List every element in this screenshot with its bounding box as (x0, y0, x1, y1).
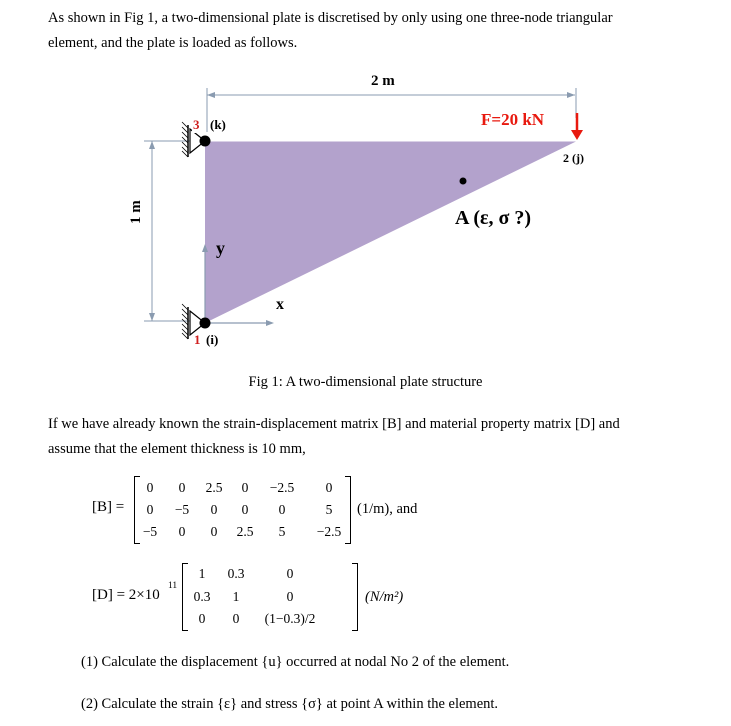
matrix-b-cell: 0 (178, 480, 186, 495)
axis-x-label: x (276, 296, 284, 313)
matrix-b-lhs: [B] = (92, 499, 125, 515)
force-label: F=20 kN (481, 110, 545, 129)
matrix-b-cell: 0 (146, 480, 154, 495)
matrix-d-unit: (N/m²) (365, 589, 404, 605)
matrix-d-cell: 1 (232, 589, 240, 604)
matrix-d-cell: 1 (198, 566, 206, 581)
matrix-b-cell: −2.5 (316, 524, 342, 539)
height-label: 1 m (128, 200, 144, 224)
matrix-d-exponent: 11 (168, 581, 178, 591)
matrix-b-cell: 2.5 (205, 480, 223, 495)
matrix-b-cell: −5 (174, 502, 190, 517)
matrix-b-cell: 0 (278, 502, 286, 517)
matrix-b-cell: 0 (325, 480, 333, 495)
matrix-d-cell: 0 (286, 589, 294, 604)
point-a (460, 178, 467, 185)
figure-caption: Fig 1: A two-dimensional plate structure (248, 374, 483, 390)
matrix-b-cell: 0 (210, 524, 218, 539)
body-line-2: assume that the element thickness is 10 mm, (48, 441, 306, 457)
body-line-1: If we have already known the strain-displacement matrix [B] and material property matrix [D] and (48, 416, 620, 432)
node-1-num: 1 (194, 332, 201, 347)
node-2-label: 2 (j) (563, 151, 584, 165)
matrix-b-cell: 0 (146, 502, 154, 517)
matrix-b-cell: 0 (178, 524, 186, 539)
intro-line-2: element, and the plate is loaded as follows. (48, 35, 298, 51)
node-3 (200, 136, 211, 147)
matrix-d-right-bracket (352, 563, 358, 631)
matrix-b-unit: (1/m), and (357, 501, 418, 517)
question-1: (1) Calculate the displacement {u} occurred at nodal No 2 of the element. (81, 654, 510, 670)
node-3-tag: (k) (210, 117, 226, 132)
matrix-d-cell: 0 (232, 611, 240, 626)
width-label: 2 m (371, 73, 395, 89)
node-1-tag: (i) (206, 332, 219, 347)
matrix-b-cell: 0 (241, 502, 249, 517)
matrix-d-cell: (1−0.3)/2 (264, 611, 316, 626)
matrix-d-cell: 0 (198, 611, 206, 626)
matrix-b-cell: 0 (210, 502, 218, 517)
question-2: (2) Calculate the strain {ε} and stress {σ} at point A within the element. (81, 696, 499, 712)
matrix-b-cell: 5 (278, 524, 286, 539)
matrix-b-cell: −2.5 (269, 480, 295, 495)
matrix-d-cell: 0.3 (193, 589, 211, 604)
matrix-d-cell: 0.3 (227, 566, 245, 581)
node-3-num: 3 (193, 117, 200, 132)
intro-line-1: As shown in Fig 1, a two-dimensional plate is discretised by only using one three-node triangular (48, 10, 613, 26)
axis-y-label: y (216, 238, 225, 258)
matrix-d-lhs: [D] = 2×10 (92, 587, 160, 603)
matrix-b-cell: −5 (142, 524, 158, 539)
point-a-label: A (ε, σ ?) (455, 207, 532, 229)
matrix-b-cell: 0 (241, 480, 249, 495)
matrix-b-cell: 5 (325, 502, 333, 517)
plate-triangle (205, 141, 577, 323)
matrix-b-cell: 2.5 (236, 524, 254, 539)
matrix-d-cell: 0 (286, 566, 294, 581)
node-1 (200, 318, 211, 329)
